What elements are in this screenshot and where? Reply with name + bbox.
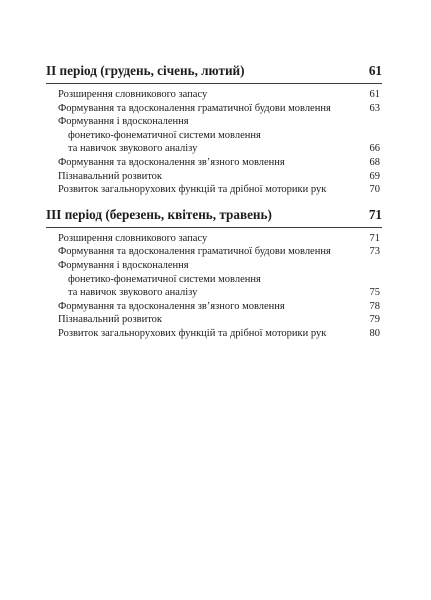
toc-entry[interactable]	[46, 245, 382, 259]
toc-entry[interactable]	[46, 102, 382, 116]
entry-title: Формування та вдосконалення зв’язного мовлення	[58, 300, 285, 312]
section-title: II період (грудень, січень, лютий)	[46, 63, 245, 78]
section-heading[interactable]	[46, 206, 382, 228]
entry-title: Формування і вдосконалення	[58, 116, 189, 128]
section-page-number: 61	[368, 63, 382, 78]
entry-title: Формування і вдосконалення	[58, 259, 189, 271]
entry-page-number: 66	[369, 143, 380, 155]
toc-entry[interactable]	[46, 232, 382, 246]
toc-entry[interactable]	[46, 170, 382, 184]
toc-entry[interactable]	[46, 115, 382, 156]
toc-entry[interactable]	[46, 183, 382, 197]
entry-page-number: 71	[369, 232, 380, 244]
entry-title-line-3: та навичок звукового аналізу	[68, 287, 198, 299]
entry-title: Пізнавальний розвиток	[58, 170, 163, 182]
toc-entry[interactable]	[46, 156, 382, 170]
section-page-number: 71	[368, 206, 382, 222]
toc-entry[interactable]	[46, 313, 382, 327]
toc-entry[interactable]	[46, 259, 382, 300]
section-heading[interactable]	[46, 62, 382, 84]
entry-page-number: 70	[369, 184, 380, 196]
toc-entry[interactable]	[46, 88, 382, 102]
toc-section-3	[46, 206, 382, 341]
entry-title: Розширення словникового запасу	[58, 232, 208, 244]
entry-title: Формування та вдосконалення граматичної будови мовлення	[58, 246, 331, 258]
entry-page-number: 63	[369, 102, 380, 114]
toc-section-2	[46, 62, 382, 197]
entry-title: Формування та вдосконалення граматичної будови мовлення	[58, 102, 331, 114]
table-of-contents	[46, 62, 382, 350]
entry-page-number: 80	[369, 327, 380, 339]
entry-page-number: 68	[369, 156, 380, 168]
entry-title: Пізнавальний розвиток	[58, 314, 163, 326]
entry-title: Формування та вдосконалення зв’язного мовлення	[58, 156, 285, 168]
entry-page-number: 69	[369, 170, 380, 182]
toc-entry[interactable]	[46, 327, 382, 341]
entry-page-number: 61	[369, 89, 380, 100]
entry-title-line-3: та навичок звукового аналізу	[68, 143, 198, 155]
entry-title: Розширення словникового запасу	[58, 89, 208, 100]
toc-entry[interactable]	[46, 300, 382, 314]
entry-title: Розвиток загальнорухових функцій та дрібної моторики рук	[58, 327, 327, 339]
entry-page-number: 79	[369, 314, 380, 326]
entry-page-number: 78	[369, 300, 380, 312]
entry-page-number: 75	[369, 287, 380, 299]
entry-page-number: 73	[369, 246, 380, 258]
entry-title-line-2: фонетико-фонематичної системи мовлення	[68, 273, 261, 285]
entry-title: Розвиток загальнорухових функцій та дрібної моторики рук	[58, 184, 327, 196]
entry-title-line-2: фонетико-фонематичної системи мовлення	[68, 129, 261, 141]
section-title: III період (березень, квітень, травень)	[46, 206, 272, 222]
